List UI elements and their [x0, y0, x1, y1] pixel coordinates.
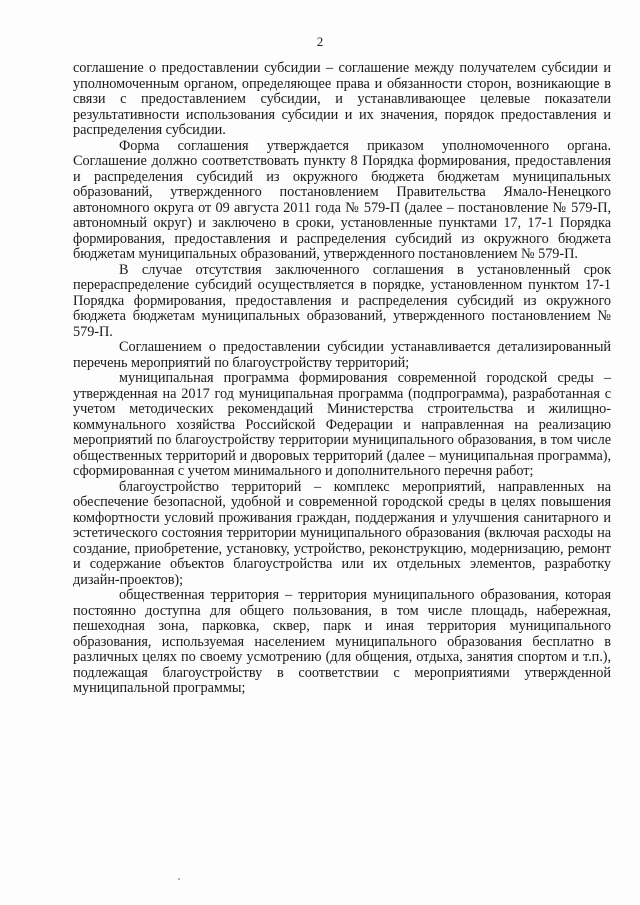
paragraph-subsidy-agreement-definition: соглашение о предоставлении субсидии – соглашение между получателем субсидии и уполномоченным органом, определяющее права и обязанности сторон, возникающие в связи с предоставлением субсидии, и устанавливающее целевые показатели результативности использования субсидии и их значения, порядок предоставления и распределения субсидии. — [73, 60, 611, 138]
paragraph-agreement-form: Форма соглашения утверждается приказом уполномоченного органа. Соглашение должно соответствовать пункту 8 Порядка формирования, предоставления и распределения субсидий из окружного бюджета бюджетам муниципальных образований, утвержденного постановлением Правительства Ямало-Ненецкого автономного округа от 09 августа 2011 года № 579-П (далее – постановление № 579-П, автономный округ) и заключено в сроки, установленные пунктами 17, 17-1 Порядка формирования, предоставления и распределения субсидий из окружного бюджета бюджетам муниципальных образований, утвержденного постановлением № 579-П. — [73, 137, 611, 262]
scan-speck — [178, 878, 180, 880]
paragraph-activities-list: Соглашением о предоставлении субсидии устанавливается детализированный перечень мероприятий по благоустройству территорий; — [73, 339, 611, 371]
paragraph-redistribution: В случае отсутствия заключенного соглашения в установленный срок перераспределение субсидий осуществляется в порядке, установленном пунктом 17-1 Порядка формирования, предоставления и распределения субсидий из окружного бюджета бюджетам муниципальных образований, утвержденного постановлением № 579-П. — [73, 261, 611, 340]
paragraph-municipal-program-definition: муниципальная программа формирования современной городской среды – утвержденная на 2017 год муниципальная программа (подпрограмма), разработанная с учетом методических рекомендаций Министерства строительства и жилищно-коммунального хозяйства Российской Федерации и направленная на реализацию мероприятий по благоустройству территории муниципального образования, в том числе общественных территорий и дворовых территорий (далее – муниципальная программа), сформированная с учетом минимального и дополнительного перечня работ; — [73, 370, 611, 479]
paragraph-improvement-definition: благоустройство территорий – комплекс мероприятий, направленных на обеспечение безопасной, удобной и современной городской среды в целях повышения комфортности условий проживания граждан, поддержания и улучшения санитарного и эстетического состояния территории муниципального образования (включая расходы на создание, приобретение, установку, устройство, реконструкцию, модернизацию, ремонт и содержание объектов благоустройства или их отдельных элементов, разработку дизайн-проектов); — [73, 478, 611, 588]
document-body — [73, 61, 611, 697]
paragraph-public-territory-definition: общественная территория – территория муниципального образования, которая постоянно доступна для общего пользования, в том числе площадь, набережная, пешеходная зона, парковка, сквер, парк и иная территория муниципального образования, используемая населением муниципального образования бесплатно в различных целях по своему усмотрению (для общения, отдыха, занятия спортом и т.п.), подлежащая благоустройству в соответствии с мероприятиями утвержденной муниципальной программы; — [73, 587, 611, 696]
page-number: 2 — [316, 34, 324, 49]
